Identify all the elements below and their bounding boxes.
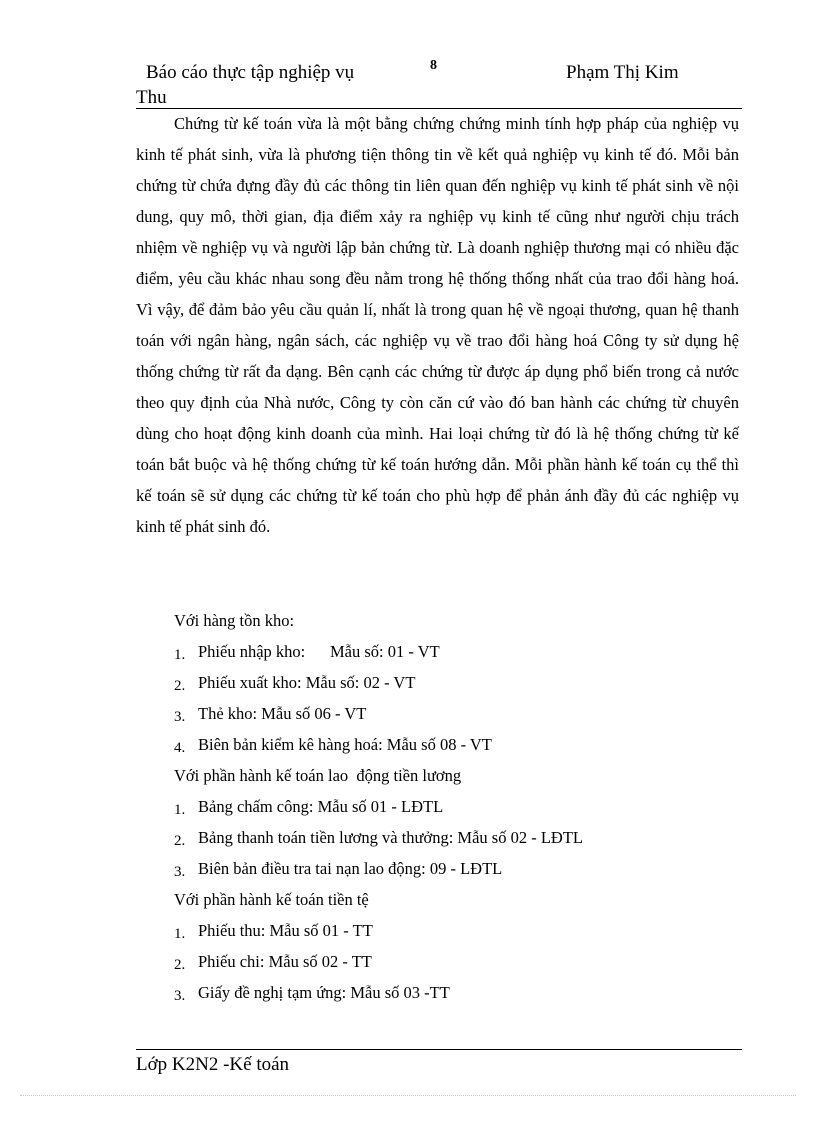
list-item [136,791,742,822]
list-item-text: Phiếu chi: Mẫu số 02 - TT [198,952,372,971]
body-paragraph: Chứng từ kế toán vừa là một bằng chứng chứng minh tính hợp pháp của nghiệp vụ kinh tế phát sinh, vừa là phương tiện thông tin về kết quả nghiệp vụ kinh tế đó. Mỗi bản chứng từ chứa đựng đầy đủ các thông tin liên quan đến nghiệp vụ kinh tế phát sinh về nội dung, quy mô, thời gian, địa điểm xảy ra nghiệp vụ kinh tế cũng như người chịu trách nhiệm về nghiệp vụ và người lập bản chứng từ. Là doanh nghiệp thương mại có nhiều đặc điểm, yêu cầu khác nhau song đều nằm trong hệ thống thống nhất của trao đổi hàng hoá. Vì vậy, để đảm bảo yêu cầu quản lí, nhất là trong quan hệ về ngoại thương, quan hệ thanh toán với ngân hàng, ngân sách, các nghiệp vụ về trao đổi hàng hoá Công ty sử dụng hệ thống chứng từ rất đa dạng. Bên cạnh các chứng từ được áp dụng phổ biến trong cả nước theo quy định của Nhà nước, Công ty còn căn cứ vào đó ban hành các chứng từ chuyên dùng cho hoạt động kinh doanh của mình. Hai loại chứng từ đó là hệ thống chứng từ kế toán bắt buộc và hệ thống chứng từ kế toán hướng dẫn. Mỗi phần hành kế toán cụ thể thì kế toán sẽ sử dụng các chứng từ kế toán cho phù hợp để phản ánh đầy đủ các nghiệp vụ kinh tế phát sinh đó. [136,114,739,536]
list-item-text: Bảng thanh toán tiền lương và thưởng: Mẫu số 02 - LĐTL [198,828,583,847]
list-item-text: Phiếu thu: Mẫu số 01 - TT [198,921,373,940]
header-title-continued: Thu [136,87,167,108]
list-item [136,636,742,667]
page-break-line [20,1095,796,1096]
section-heading: Với phần hành kế toán tiền tệ [174,890,369,909]
list-item-number: 2. [174,833,186,849]
list-item-text: Phiếu xuất kho: Mẫu số: 02 - VT [198,673,416,692]
list-item-text: Bảng chấm công: Mẫu số 01 - LĐTL [198,797,444,816]
list-item [136,822,742,853]
list-item [136,946,742,977]
list-item [136,698,742,729]
list-item [136,667,742,698]
list-item-number: 3. [174,988,186,1004]
page-number: 8 [430,58,437,73]
list-item-number: 1. [174,647,186,663]
list-item-number: 2. [174,957,186,973]
list-item-text: Thẻ kho: Mẫu số 06 - VT [198,704,367,723]
section-heading: Với hàng tồn kho: [174,611,295,630]
list-item-text: Phiếu nhập kho: Mẫu số: 01 - VT [198,642,440,661]
list-item-number: 3. [174,864,186,880]
header-title: Báo cáo thực tập nghiệp vụ [146,62,355,83]
document-lists [136,605,742,1008]
list-item [136,853,742,884]
list-item-number: 4. [174,740,186,756]
list-item-number: 3. [174,709,186,725]
list-item [136,977,742,1008]
list-item-text: Biên bản điều tra tai nạn lao động: 09 - LĐTL [198,859,503,878]
list-item [136,915,742,946]
section-inventory [136,605,742,760]
section-payroll [136,760,742,884]
header-author: Phạm Thị Kim [566,62,679,83]
section-heading: Với phần hành kế toán lao động tiền lương [174,766,462,785]
list-item-text: Biên bản kiểm kê hàng hoá: Mẫu số 08 - VT [198,735,492,754]
list-item-number: 2. [174,678,186,694]
list-item-text: Giấy đề nghị tạm ứng: Mẫu số 03 -TT [198,983,450,1002]
list-item-number: 1. [174,926,186,942]
list-item [136,729,742,760]
list-item-number: 1. [174,802,186,818]
page-footer: Lớp K2N2 -Kế toán [136,1054,290,1075]
section-cash [136,884,742,1008]
footer-rule [136,1049,742,1050]
